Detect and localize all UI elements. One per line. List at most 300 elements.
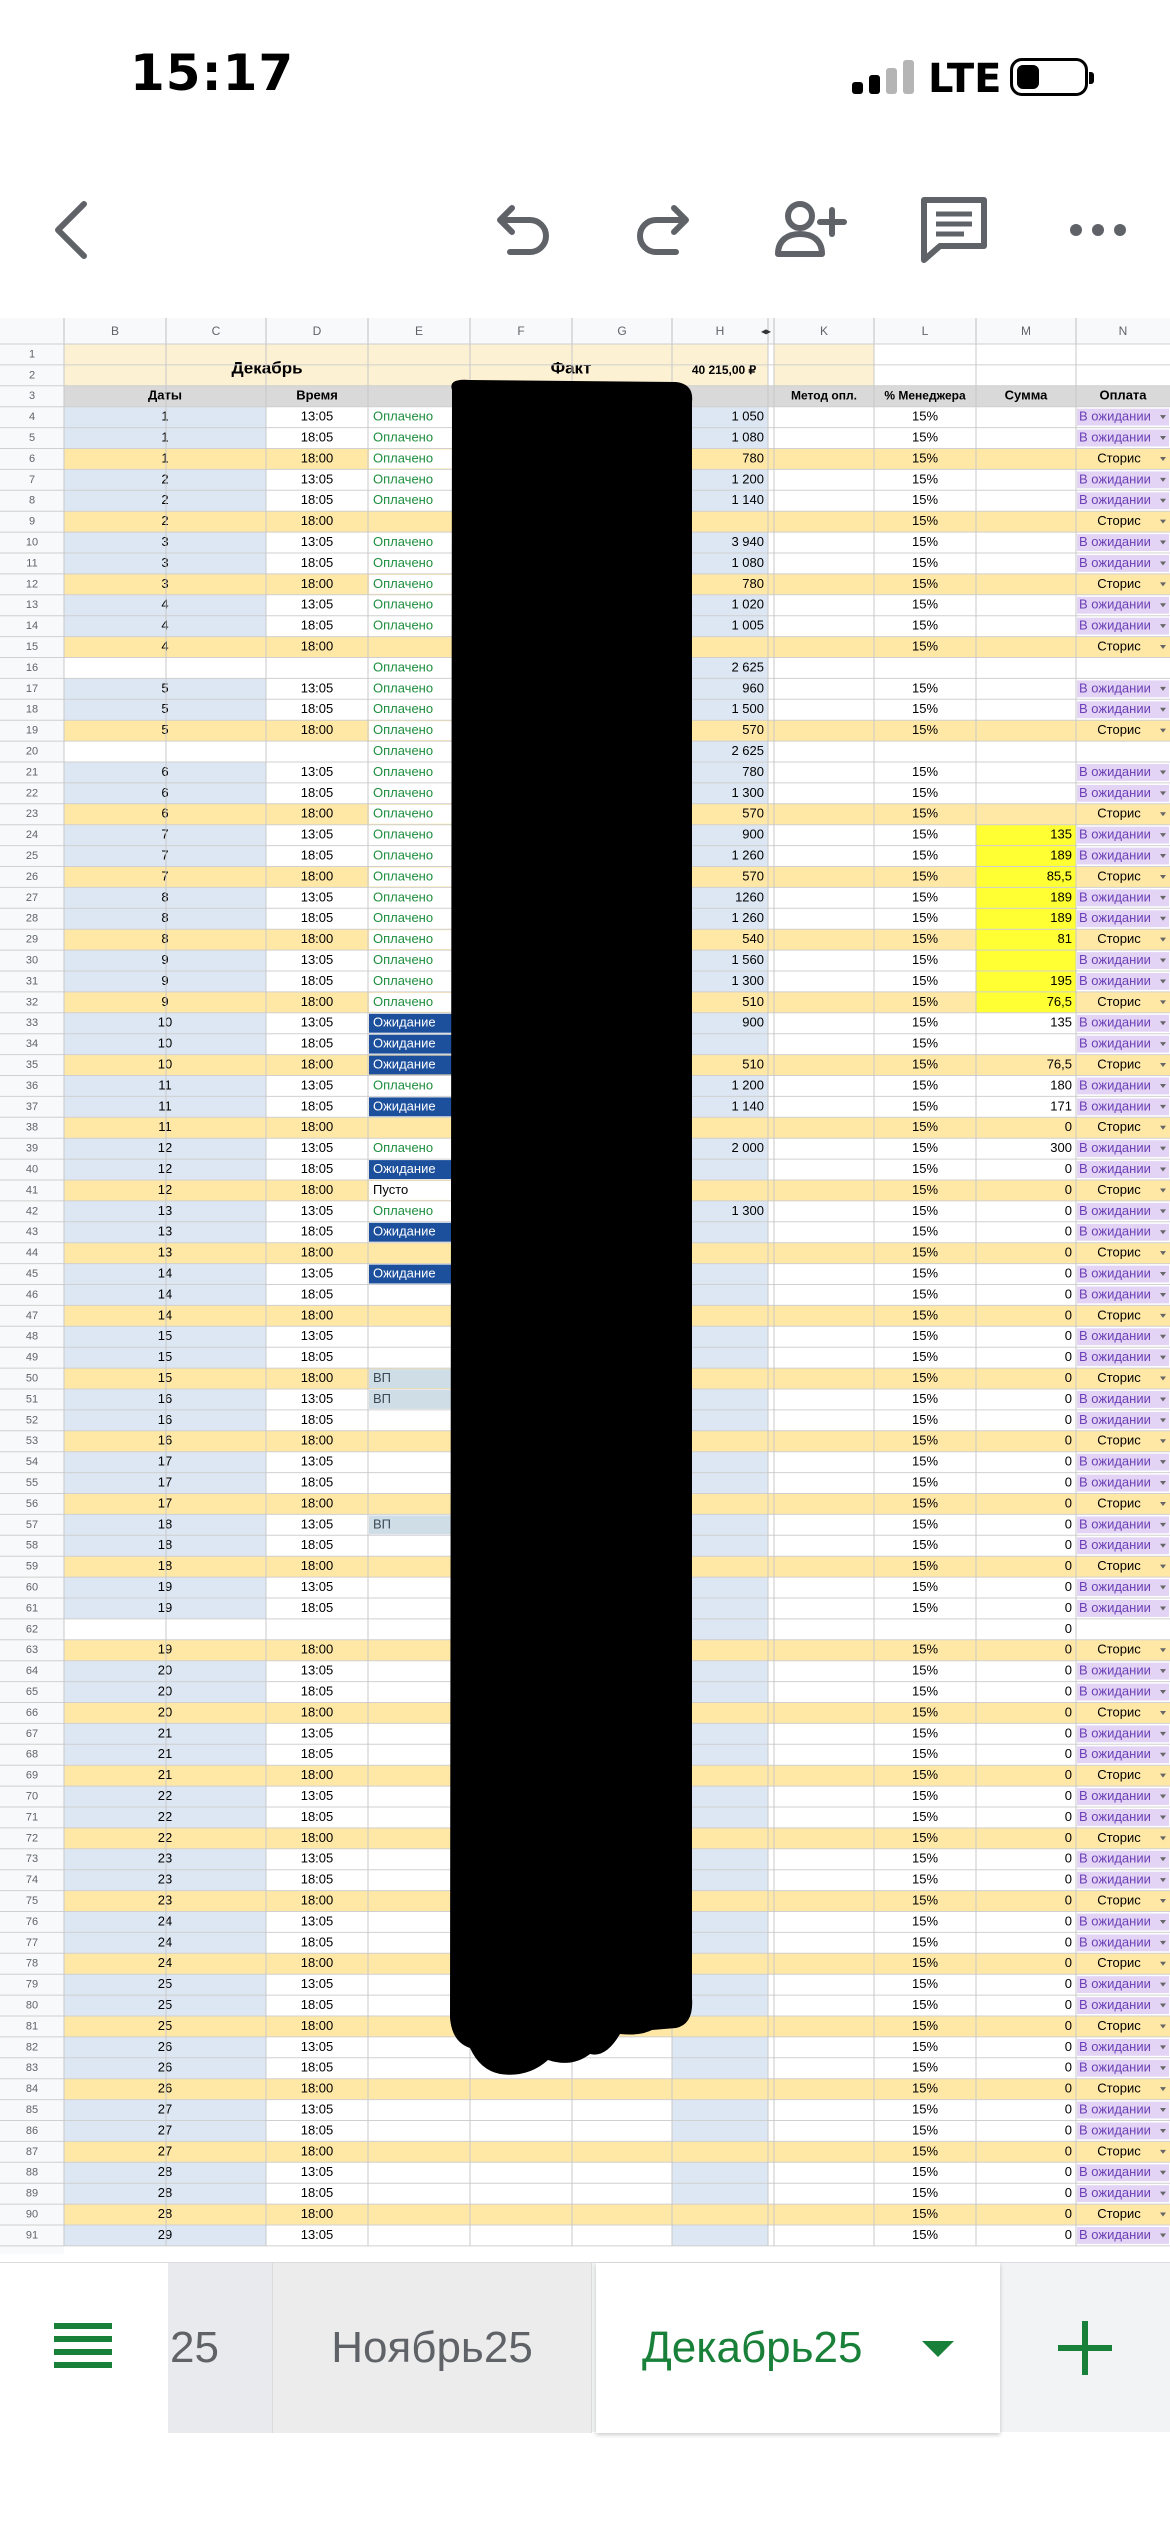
amount-cell: 1 050: [731, 408, 764, 424]
time-cell: 18:05: [300, 1537, 334, 1553]
row-number: 60: [25, 1581, 39, 1594]
row-number: 32: [25, 996, 39, 1009]
payment-cell: Сторис: [1097, 1955, 1141, 1971]
status-cell: Оплачено: [373, 1077, 434, 1093]
row-number: 79: [25, 1978, 39, 1991]
date-cell: 23: [157, 1871, 173, 1887]
amount-cell: 1 200: [731, 1077, 764, 1093]
time-cell: 18:05: [300, 1160, 334, 1176]
status-cell: Оплачено: [373, 429, 434, 445]
column-header-C: C: [211, 324, 221, 339]
date-cell-bg: [64, 1619, 266, 1640]
payment-cell: Сторис: [1097, 805, 1141, 821]
time-cell: 13:05: [300, 1453, 334, 1469]
sum-cell: 0: [1064, 1453, 1072, 1469]
manager-percent-cell: 15%: [911, 680, 939, 696]
sum-cell: 85,5: [1046, 868, 1072, 884]
time-cell: 18:05: [300, 910, 334, 926]
manager-percent-cell: 15%: [911, 1453, 939, 1469]
manager-percent-cell: 15%: [911, 1349, 939, 1365]
sum-cell: 0: [1064, 1558, 1072, 1574]
status-cell: Оплачено: [373, 471, 434, 487]
payment-cell: Сторис: [1097, 1369, 1141, 1385]
payment-cell: В ожидании: [1079, 1996, 1151, 2012]
manager-percent-cell: 15%: [911, 2143, 939, 2159]
manager-percent-cell: 15%: [911, 554, 939, 570]
status-cell: Оплачено: [373, 533, 434, 549]
amount-cell: 1 500: [731, 701, 764, 717]
time-cell: 18:00: [300, 1767, 334, 1783]
payment-cell: В ожидании: [1079, 2164, 1151, 2180]
row-number: 18: [25, 703, 39, 716]
status-cell: Оплачено: [373, 701, 434, 717]
row-number: 25: [25, 849, 39, 862]
time-cell: 18:00: [300, 2143, 334, 2159]
evening-row-bg: [64, 2204, 1170, 2225]
manager-percent-cell: 15%: [911, 1390, 939, 1406]
amount-cell: 1 140: [731, 1098, 764, 1114]
row-number: 9: [28, 515, 36, 528]
manager-percent-cell: 15%: [911, 1641, 939, 1657]
status-cell: Оплачено: [373, 805, 434, 821]
date-cell: 22: [157, 1829, 173, 1845]
status-cell: Ожидание: [373, 1265, 436, 1281]
date-cell: 29: [157, 2226, 173, 2242]
row-number: 7: [28, 473, 36, 486]
manager-percent-cell: 15%: [911, 1160, 939, 1176]
time-cell: 18:00: [300, 2080, 334, 2096]
sum-cell: 135: [1050, 826, 1072, 842]
payment-cell: В ожидании: [1079, 1265, 1151, 1281]
payment-cell: В ожидании: [1079, 1578, 1151, 1594]
time-cell: 18:05: [300, 784, 334, 800]
row-number: 81: [25, 2020, 39, 2033]
date-cell: 13: [157, 1223, 173, 1239]
sum-cell: 0: [1064, 1850, 1072, 1866]
row-number: 1: [28, 348, 36, 361]
column-header-K: K: [819, 324, 829, 339]
payment-cell: Сторис: [1097, 1181, 1141, 1197]
time-cell: 13:05: [300, 408, 334, 424]
date-cell: 15: [157, 1328, 173, 1344]
column-header-L: L: [921, 324, 929, 339]
highlight-cell: [976, 950, 1076, 971]
payment-cell: В ожидании: [1079, 1808, 1151, 1824]
sum-cell: 189: [1050, 910, 1072, 926]
row-number: 59: [25, 1560, 39, 1573]
payment-cell: В ожидании: [1079, 1223, 1151, 1239]
status-cell: Оплачено: [373, 972, 434, 988]
payment-cell: В ожидании: [1079, 1913, 1151, 1929]
amount-cell: 3 940: [731, 533, 764, 549]
status-cell: Оплачено: [373, 617, 434, 633]
add-sheet-button[interactable]: [1040, 2303, 1130, 2393]
sum-cell: 0: [1064, 1725, 1072, 1741]
payment-cell: В ожидании: [1079, 1474, 1151, 1490]
manager-percent-cell: 15%: [911, 972, 939, 988]
manager-percent-cell: 15%: [911, 1558, 939, 1574]
payment-cell: Сторис: [1097, 722, 1141, 738]
row-number: 86: [25, 2124, 39, 2137]
total-value: 40 215,00 ₽: [691, 363, 757, 378]
payment-cell: В ожидании: [1079, 784, 1151, 800]
manager-percent-cell: 15%: [911, 1892, 939, 1908]
time-cell: 18:00: [300, 1704, 334, 1720]
payment-cell: Сторис: [1097, 2143, 1141, 2159]
manager-percent-cell: 15%: [911, 1829, 939, 1845]
date-cell: 26: [157, 2080, 173, 2096]
payment-cell: В ожидании: [1079, 1098, 1151, 1114]
sum-cell: 0: [1064, 1934, 1072, 1950]
date-cell: 10: [157, 1056, 173, 1072]
sum-cell: 0: [1064, 1223, 1072, 1239]
amount-cell-bg: [672, 2183, 768, 2204]
time-cell: 18:00: [300, 993, 334, 1009]
tab-dropdown-icon[interactable]: [922, 2341, 954, 2357]
sum-cell: 0: [1064, 2226, 1072, 2242]
amount-cell: 1 260: [731, 847, 764, 863]
toolbar: [0, 170, 1170, 290]
payment-cell: В ожидании: [1079, 680, 1151, 696]
time-cell: 18:05: [300, 1683, 334, 1699]
row-number: 13: [25, 599, 39, 612]
date-cell: 19: [157, 1599, 173, 1615]
date-cell: 26: [157, 2038, 173, 2054]
column-header-B: B: [110, 324, 120, 339]
row-number: 45: [25, 1267, 39, 1280]
sum-cell: 0: [1064, 1892, 1072, 1908]
sum-cell: 189: [1050, 889, 1072, 905]
payment-cell: Сторис: [1097, 1119, 1141, 1135]
date-cell: 21: [157, 1767, 173, 1783]
row-number: 48: [25, 1330, 39, 1343]
manager-percent-cell: 15%: [911, 1955, 939, 1971]
manager-percent-cell: 15%: [911, 2101, 939, 2117]
payment-cell: В ожидании: [1079, 972, 1151, 988]
row-number: 64: [25, 1665, 39, 1678]
sum-cell: 0: [1064, 1328, 1072, 1344]
column-header-E: E: [414, 324, 424, 339]
sheets-menu-button[interactable]: [0, 2263, 168, 2433]
date-cell: 27: [157, 2122, 173, 2138]
row-number: 35: [25, 1058, 39, 1071]
time-cell: 18:05: [300, 1746, 334, 1762]
date-cell: 7: [161, 868, 169, 884]
row-number: 72: [25, 1832, 39, 1845]
date-cell: 17: [157, 1474, 173, 1490]
time-cell: 13:05: [300, 2101, 334, 2117]
time-cell: 18:00: [300, 1829, 334, 1845]
time-cell: 18:05: [300, 972, 334, 988]
amount-cell: 1 200: [731, 471, 764, 487]
payment-cell: В ожидании: [1079, 1328, 1151, 1344]
time-cell: 13:05: [300, 1077, 334, 1093]
sum-cell: 0: [1064, 1913, 1072, 1929]
manager-percent-cell: 15%: [911, 450, 939, 466]
time-cell: 13:05: [300, 1725, 334, 1741]
date-cell: 6: [161, 784, 169, 800]
column-header-D: D: [312, 324, 322, 339]
payment-cell: В ожидании: [1079, 1390, 1151, 1406]
date-cell: 4: [161, 617, 169, 633]
row-number: 39: [25, 1142, 39, 1155]
payment-cell: В ожидании: [1079, 429, 1151, 445]
time-cell: 13:05: [300, 1328, 334, 1344]
payment-cell: В ожидании: [1079, 2038, 1151, 2054]
manager-percent-cell: 15%: [911, 931, 939, 947]
sum-cell: 300: [1050, 1140, 1072, 1156]
row-number: 57: [25, 1518, 39, 1531]
sum-cell: 81: [1057, 931, 1072, 947]
manager-percent-cell: 15%: [911, 471, 939, 487]
status-cell: Оплачено: [373, 763, 434, 779]
manager-percent-cell: 15%: [911, 1704, 939, 1720]
redo-icon[interactable]: [626, 190, 706, 270]
row-number: 12: [25, 578, 39, 591]
row-number: 10: [25, 536, 39, 549]
time-cell: 18:05: [300, 701, 334, 717]
amount-cell: 2 625: [731, 742, 764, 758]
payment-cell: В ожидании: [1079, 2059, 1151, 2075]
manager-percent-cell: 15%: [911, 1098, 939, 1114]
payment-cell: В ожидании: [1079, 1683, 1151, 1699]
date-cell: 11: [158, 1077, 172, 1093]
manager-percent-cell: 15%: [911, 1369, 939, 1385]
row-number: 22: [25, 787, 39, 800]
row-number: 34: [25, 1038, 39, 1051]
sum-cell: 0: [1064, 1537, 1072, 1553]
row-number: 50: [25, 1372, 39, 1385]
row-number: 46: [25, 1288, 39, 1301]
status-cell: Оплачено: [373, 659, 434, 675]
payment-cell: Сторис: [1097, 931, 1141, 947]
row-number: 90: [25, 2208, 39, 2221]
status-cell: Оплачено: [373, 868, 434, 884]
spreadsheet-grid[interactable]: [0, 318, 1170, 2254]
status-cell: Оплачено: [373, 889, 434, 905]
date-cell: 13: [157, 1244, 173, 1260]
manager-percent-cell: 15%: [911, 889, 939, 905]
payment-cell: Сторис: [1097, 993, 1141, 1009]
row-number: 6: [28, 452, 36, 465]
time-cell: 13:05: [300, 533, 334, 549]
row-number: 91: [25, 2229, 39, 2242]
status-cell: Оплачено: [373, 1140, 434, 1156]
manager-percent-cell: 15%: [911, 1432, 939, 1448]
sum-cell: 135: [1050, 1014, 1072, 1030]
time-cell: 18:05: [300, 1474, 334, 1490]
date-cell: 12: [157, 1181, 173, 1197]
manager-percent-cell: 15%: [911, 513, 939, 529]
date-cell: 9: [161, 972, 169, 988]
date-cell: 28: [157, 2164, 173, 2180]
sum-cell: 0: [1064, 1871, 1072, 1887]
date-cell: 17: [157, 1495, 173, 1511]
sum-cell: 0: [1064, 1976, 1072, 1992]
manager-percent-cell: 15%: [911, 722, 939, 738]
undo-icon[interactable]: [480, 190, 560, 270]
row-number: 29: [25, 933, 39, 946]
time-cell: 18:05: [300, 1349, 334, 1365]
row-number: 44: [25, 1247, 39, 1260]
payment-cell: В ожидании: [1079, 2185, 1151, 2201]
status-cell: Оплачено: [373, 680, 434, 696]
date-cell: 2: [161, 492, 169, 508]
time-cell: 18:05: [300, 1411, 334, 1427]
tab-november[interactable]: Ноябрь25: [272, 2263, 592, 2433]
row-number: 58: [25, 1539, 39, 1552]
date-cell-bg: [64, 658, 266, 679]
manager-percent-cell: 15%: [911, 1599, 939, 1615]
time-cell: 18:00: [300, 1119, 334, 1135]
status-cell: Оплачено: [373, 1202, 434, 1218]
status-cell: Оплачено: [373, 742, 434, 758]
date-cell: 10: [157, 1014, 173, 1030]
sum-cell: 0: [1064, 1390, 1072, 1406]
sum-cell: 0: [1064, 1265, 1072, 1281]
status-cell: Оплачено: [373, 951, 434, 967]
date-cell: 22: [157, 1808, 173, 1824]
sheet-tab-bar: [0, 2262, 1170, 2432]
manager-percent-cell: 15%: [911, 1265, 939, 1281]
payment-cell: В ожидании: [1079, 1014, 1151, 1030]
time-cell: 13:05: [300, 1913, 334, 1929]
sum-cell: 0: [1064, 1641, 1072, 1657]
row-number: 24: [25, 829, 39, 842]
sum-cell: 0: [1064, 1474, 1072, 1490]
sum-cell: 0: [1064, 1704, 1072, 1720]
date-cell: 21: [157, 1725, 173, 1741]
row-number: 66: [25, 1706, 39, 1719]
date-cell: 5: [161, 701, 169, 717]
manager-percent-cell: 15%: [911, 1140, 939, 1156]
manager-percent-cell: 15%: [911, 1746, 939, 1762]
sum-cell: 0: [1064, 1369, 1072, 1385]
time-cell: 13:05: [300, 680, 334, 696]
row-number: 19: [25, 724, 39, 737]
tab-partial[interactable]: 25: [168, 2263, 272, 2433]
comment-icon[interactable]: [914, 190, 994, 270]
amount-cell: 1 005: [731, 617, 764, 633]
time-cell: 13:05: [300, 826, 334, 842]
time-cell: 13:05: [300, 1787, 334, 1803]
manager-percent-cell: 15%: [911, 1474, 939, 1490]
time-cell: 18:00: [300, 2205, 334, 2221]
amount-cell: 1 300: [731, 972, 764, 988]
payment-cell: В ожидании: [1079, 1516, 1151, 1532]
amount-cell-bg: [672, 2121, 768, 2142]
payment-cell: Сторис: [1097, 1767, 1141, 1783]
more-icon[interactable]: [1058, 190, 1138, 270]
status-cell: Ожидание: [373, 1098, 436, 1114]
date-cell: 23: [157, 1850, 173, 1866]
sum-cell: 0: [1064, 2205, 1072, 2221]
time-cell: 18:05: [300, 2185, 334, 2201]
date-cell: 3: [161, 554, 169, 570]
manager-percent-cell: 15%: [911, 1411, 939, 1427]
date-cell: 22: [157, 1787, 173, 1803]
row-number: 80: [25, 1999, 39, 2012]
date-cell: 24: [157, 1955, 173, 1971]
date-cell: 17: [157, 1453, 173, 1469]
sum-cell: 0: [1064, 2017, 1072, 2033]
time-cell: 18:00: [300, 513, 334, 529]
manager-percent-cell: 15%: [911, 910, 939, 926]
date-cell: 12: [157, 1160, 173, 1176]
date-cell: 19: [157, 1578, 173, 1594]
sum-cell: 0: [1064, 1829, 1072, 1845]
row-number: 5: [28, 431, 36, 444]
time-cell: 13:05: [300, 1578, 334, 1594]
manager-percent-cell: 15%: [911, 2205, 939, 2221]
row-number: 16: [25, 661, 39, 674]
add-person-icon[interactable]: [770, 190, 850, 270]
status-cell: ВП: [373, 1369, 392, 1385]
sum-cell: 0: [1064, 1808, 1072, 1824]
row-number: 14: [25, 620, 39, 633]
status-cell: Оплачено: [373, 722, 434, 738]
row-number: 52: [25, 1414, 39, 1427]
amount-cell: 900: [742, 826, 764, 842]
manager-percent-cell: 15%: [911, 617, 939, 633]
manager-percent-cell: 15%: [911, 993, 939, 1009]
time-cell: 13:05: [300, 1140, 334, 1156]
sum-cell: 76,5: [1046, 993, 1072, 1009]
row-number: 43: [25, 1226, 39, 1239]
time-cell: 18:00: [300, 1056, 334, 1072]
clock: 15:17: [130, 44, 295, 102]
status-cell: Оплачено: [373, 993, 434, 1009]
manager-percent-cell: 15%: [911, 2185, 939, 2201]
date-cell: 9: [161, 951, 169, 967]
status-cell: Оплачено: [373, 575, 434, 591]
back-icon[interactable]: [32, 190, 112, 270]
tab-december[interactable]: [596, 2263, 1000, 2433]
payment-cell: Сторис: [1097, 575, 1141, 591]
sum-cell: 0: [1064, 1411, 1072, 1427]
amount-cell-bg: [672, 2162, 768, 2183]
time-cell-bg: [266, 1619, 368, 1640]
manager-percent-cell: 15%: [911, 2122, 939, 2138]
manager-percent-cell: 15%: [911, 2017, 939, 2033]
date-cell: 1: [161, 408, 169, 424]
status-cell: Ожидание: [373, 1223, 436, 1239]
payment-cell: В ожидании: [1079, 533, 1151, 549]
payment-cell: Сторис: [1097, 2205, 1141, 2221]
manager-percent-cell: 15%: [911, 847, 939, 863]
manager-percent-cell: 15%: [911, 1056, 939, 1072]
amount-cell: 1260: [735, 889, 764, 905]
date-cell: 18: [157, 1558, 173, 1574]
amount-cell: 1 560: [731, 951, 764, 967]
sum-cell: 180: [1050, 1077, 1072, 1093]
payment-cell: Сторис: [1097, 1495, 1141, 1511]
time-cell: 13:05: [300, 889, 334, 905]
row-number: 11: [26, 557, 38, 570]
time-cell: 18:00: [300, 1892, 334, 1908]
amount-cell: 2 000: [731, 1140, 764, 1156]
header-payment: Оплата: [1099, 387, 1147, 403]
payment-cell: В ожидании: [1079, 1453, 1151, 1469]
status-cell: Оплачено: [373, 847, 434, 863]
payment-cell: В ожидании: [1079, 951, 1151, 967]
sum-cell: 0: [1064, 1202, 1072, 1218]
status-cell: Оплачено: [373, 596, 434, 612]
date-cell-bg: [64, 741, 266, 762]
row-number: 65: [25, 1685, 39, 1698]
tab-december-label: Декабрь25: [642, 2323, 863, 2372]
time-cell: 13:05: [300, 2164, 334, 2180]
